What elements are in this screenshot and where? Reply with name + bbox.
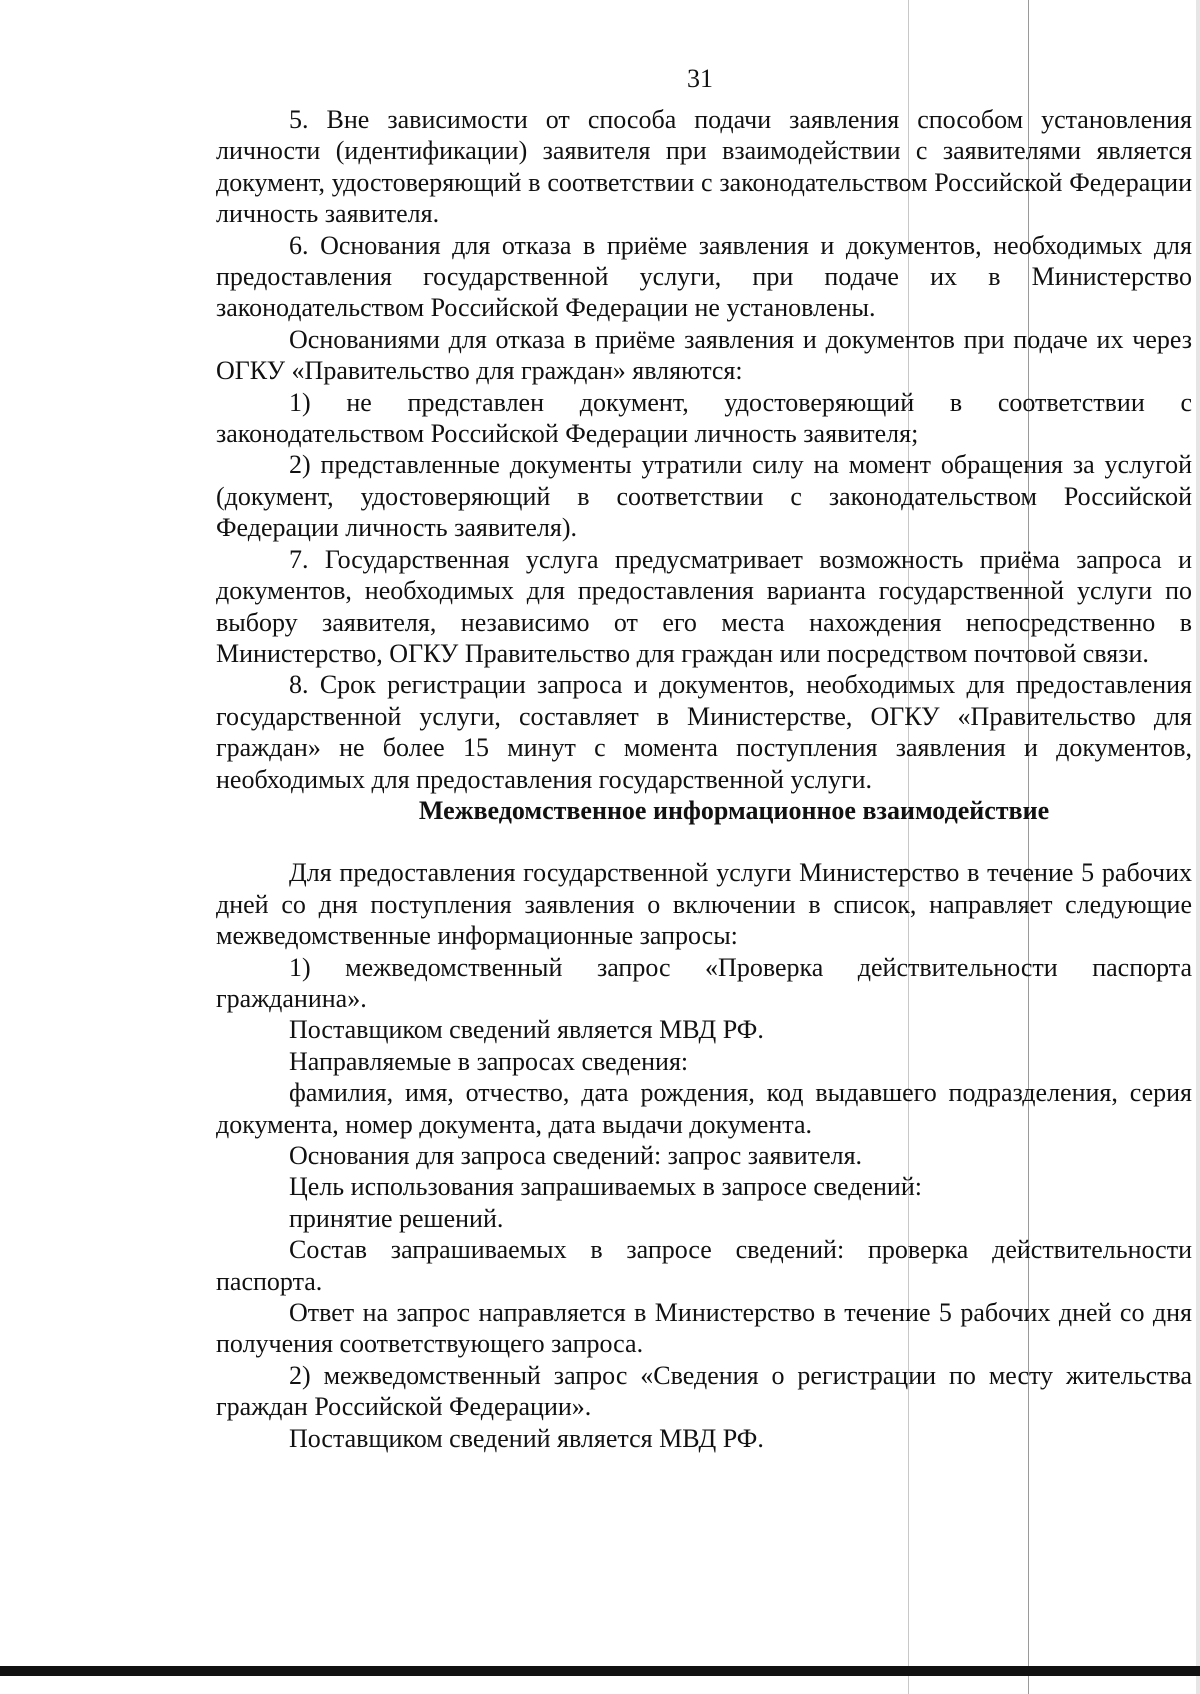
list-item: 2) межведомственный запрос «Сведения о регистрации по месту жительства граждан Российской Федерации».	[216, 1360, 1192, 1422]
paragraph: Состав запрашиваемых в запросе сведений: проверка действительности паспорта.	[216, 1235, 1192, 1296]
paragraph: 7. Государственная услуга предусматривает возможность приёма запроса и документов, необходимых для предоставления варианта государственной услуги по выбору заявителя, независимо от его места нахождения непосредственно в Министерство, ОГКУ Правительство для граждан или посредством почтовой связи.	[216, 544, 1192, 668]
paragraph: Для предоставления государственной услуги Министерство в течение 5 рабочих дней со дня поступления заявления о включении в список, направляет следующие межведомственные информационные запросы:	[216, 858, 1192, 951]
paragraph: Поставщиком сведений является МВД РФ.	[289, 1423, 764, 1453]
list-item: 1) не представлен документ, удостоверяющий в соответствии с законодательством Российской Федерации личность заявителя;	[216, 387, 1192, 449]
section-heading: Межведомственное информационное взаимодействие	[418, 795, 1050, 825]
paragraph: 8. Срок регистрации запроса и документов, необходимых для предоставления государственной услуги, составляет в Министерстве, ОГКУ «Правительство для граждан» не более 15 минут с момента поступления заявления и документов, необходимых для предоставления государственной услуги.	[216, 670, 1192, 794]
paragraph: 6. Основания для отказа в приёме заявления и документов, необходимых для предоставления государственной услуги, при подаче их в Министерство законодательством Российской Федерации не установлены.	[216, 230, 1192, 323]
paragraph: Цель использования запрашиваемых в запросе сведений:	[289, 1172, 922, 1202]
paragraph: Основания для запроса сведений: запрос заявителя.	[289, 1141, 863, 1170]
document-body	[216, 104, 1192, 1454]
paragraph: фамилия, имя, отчество, дата рождения, код выдавшего подразделения, серия документа, номер документа, дата выдачи документа.	[216, 1078, 1192, 1139]
paragraph: Поставщиком сведений является МВД РФ.	[289, 1015, 764, 1045]
page-number: 31	[687, 64, 713, 93]
scan-bottom-border	[0, 1666, 1200, 1676]
list-item: 2) представленные документы утратили силу на момент обращения за услугой (документ, удостоверяющий в соответствии с законодательством Российской Федерации личность заявителя).	[216, 450, 1192, 543]
spacer	[216, 826, 1192, 857]
paragraph: 5. Вне зависимости от способа подачи заявления способом установления личности (идентификации) заявителя при взаимодействии с заявителями является документ, удостоверяющий в соответствии с законодательством Российской Федерации личность заявителя.	[216, 105, 1192, 229]
scan-edge	[1196, 0, 1200, 1694]
paragraph: принятие решений.	[289, 1203, 504, 1233]
paragraph: Ответ на запрос направляется в Министерство в течение 5 рабочих дней со дня получения соответствующего запроса.	[216, 1298, 1192, 1359]
list-item: 1) межведомственный запрос «Проверка действительности паспорта гражданина».	[216, 952, 1192, 1013]
paragraph: Направляемые в запросах сведения:	[289, 1046, 689, 1076]
paragraph: Основаниями для отказа в приёме заявления и документов при подаче их через ОГКУ «Правительство для граждан» являются:	[216, 324, 1192, 386]
